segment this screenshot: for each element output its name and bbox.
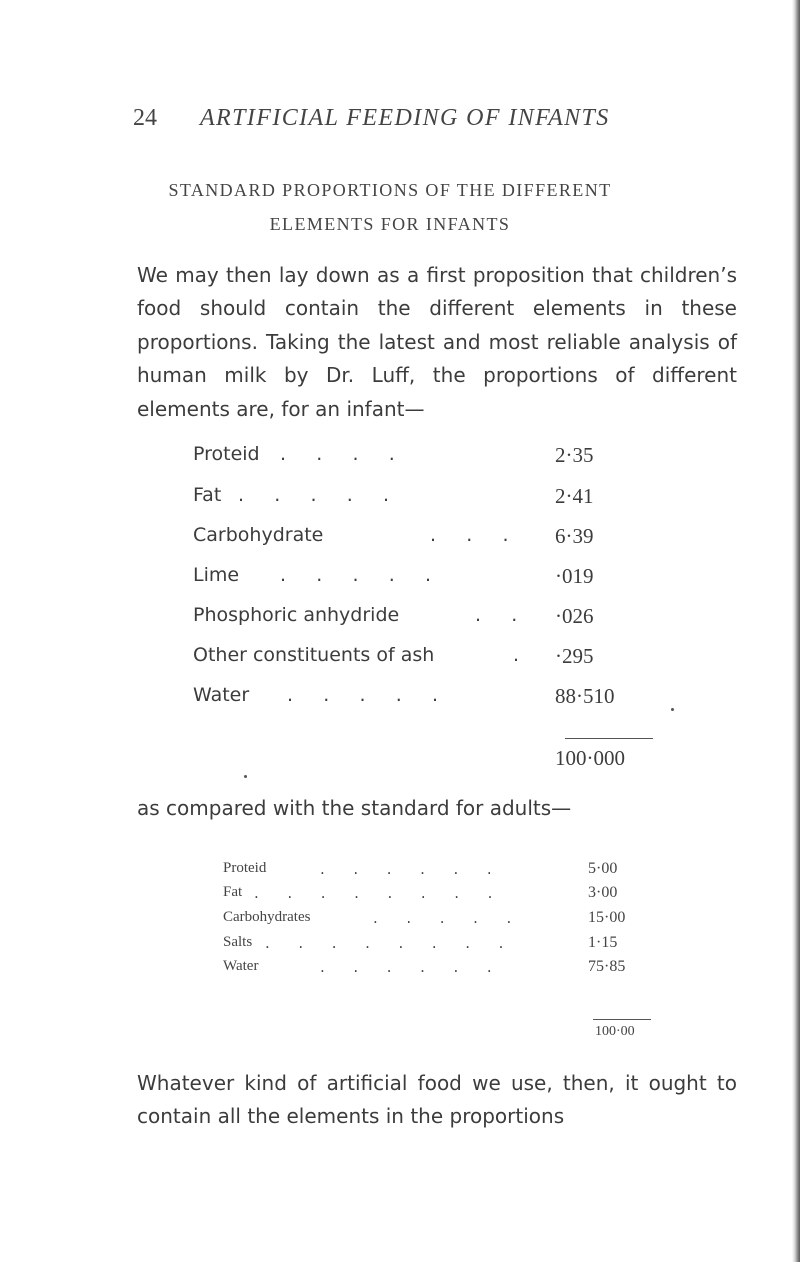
row-value: ·026: [555, 604, 594, 628]
row-label: Phosphoric anhydride: [193, 604, 400, 626]
dot-leader: . . . . .: [287, 684, 438, 706]
intro-paragraph: We may then lay down as a first proposition that children’s food should contain the different elements in these proportions. Taking the latest and most reliable analysis of human milk by Dr. Luff, the proportions of different elements are, for an infant—: [137, 263, 737, 421]
table-total: 100·00: [595, 1024, 635, 1039]
row-value: ·019: [555, 564, 594, 588]
closing-paragraph: Whatever kind of artificial food we use, then, it ought to contain all the elements in the proportions: [137, 1071, 737, 1129]
dot-leader: . . . . . . . .: [254, 884, 493, 902]
table-total: 100·000: [555, 746, 625, 770]
row-label: Fat: [193, 484, 222, 506]
running-head: ARTIFICIAL FEEDING OF INFANTS: [200, 105, 610, 131]
row-label: Water: [223, 958, 259, 974]
row-label: Proteid: [223, 860, 267, 876]
dot-leader: . . . . . .: [320, 860, 492, 878]
row-label: Lime: [193, 564, 240, 586]
print-speck: [244, 775, 247, 778]
row-value: 75·85: [588, 958, 626, 975]
dot-leader: . . . . . .: [320, 958, 492, 976]
section-title-line-1: STANDARD PROPORTIONS OF THE DIFFERENT: [168, 180, 612, 200]
row-value: 88·510: [555, 684, 615, 708]
page-number: 24: [133, 105, 157, 131]
row-label: Carbohydrates: [223, 909, 311, 925]
sum-rule: [593, 1019, 651, 1020]
dot-leader: . . . . .: [238, 484, 389, 506]
row-value: ·295: [555, 644, 594, 668]
dot-leader: . .: [475, 604, 518, 626]
row-value: 6·39: [555, 524, 594, 548]
row-value: 1·15: [588, 934, 618, 951]
dot-leader: . . . .: [280, 443, 395, 465]
dot-leader: . . . . . . . .: [265, 934, 504, 952]
dot-leader: .: [513, 644, 520, 666]
row-value: 15·00: [588, 909, 626, 926]
sum-rule: [565, 738, 653, 739]
row-value: 2·35: [555, 443, 594, 467]
row-value: 2·41: [555, 484, 594, 508]
row-label: Fat: [223, 884, 243, 900]
row-label: Carbohydrate: [193, 524, 324, 546]
row-label: Water: [193, 684, 250, 706]
dot-leader: . . . . .: [373, 909, 512, 927]
dot-leader: . . . . .: [280, 564, 431, 586]
row-label: Salts: [223, 934, 253, 950]
print-speck: [671, 708, 674, 711]
row-value: 5·00: [588, 860, 618, 877]
page-edge-shadow: [792, 0, 800, 1262]
compare-line: as compared with the standard for adults—: [137, 796, 572, 820]
row-label: Proteid: [193, 443, 260, 465]
dot-leader: . . .: [430, 524, 509, 546]
row-value: 3·00: [588, 884, 618, 901]
row-label: Other constituents of ash: [193, 644, 435, 666]
section-title-line-2: ELEMENTS FOR INFANTS: [269, 214, 511, 234]
